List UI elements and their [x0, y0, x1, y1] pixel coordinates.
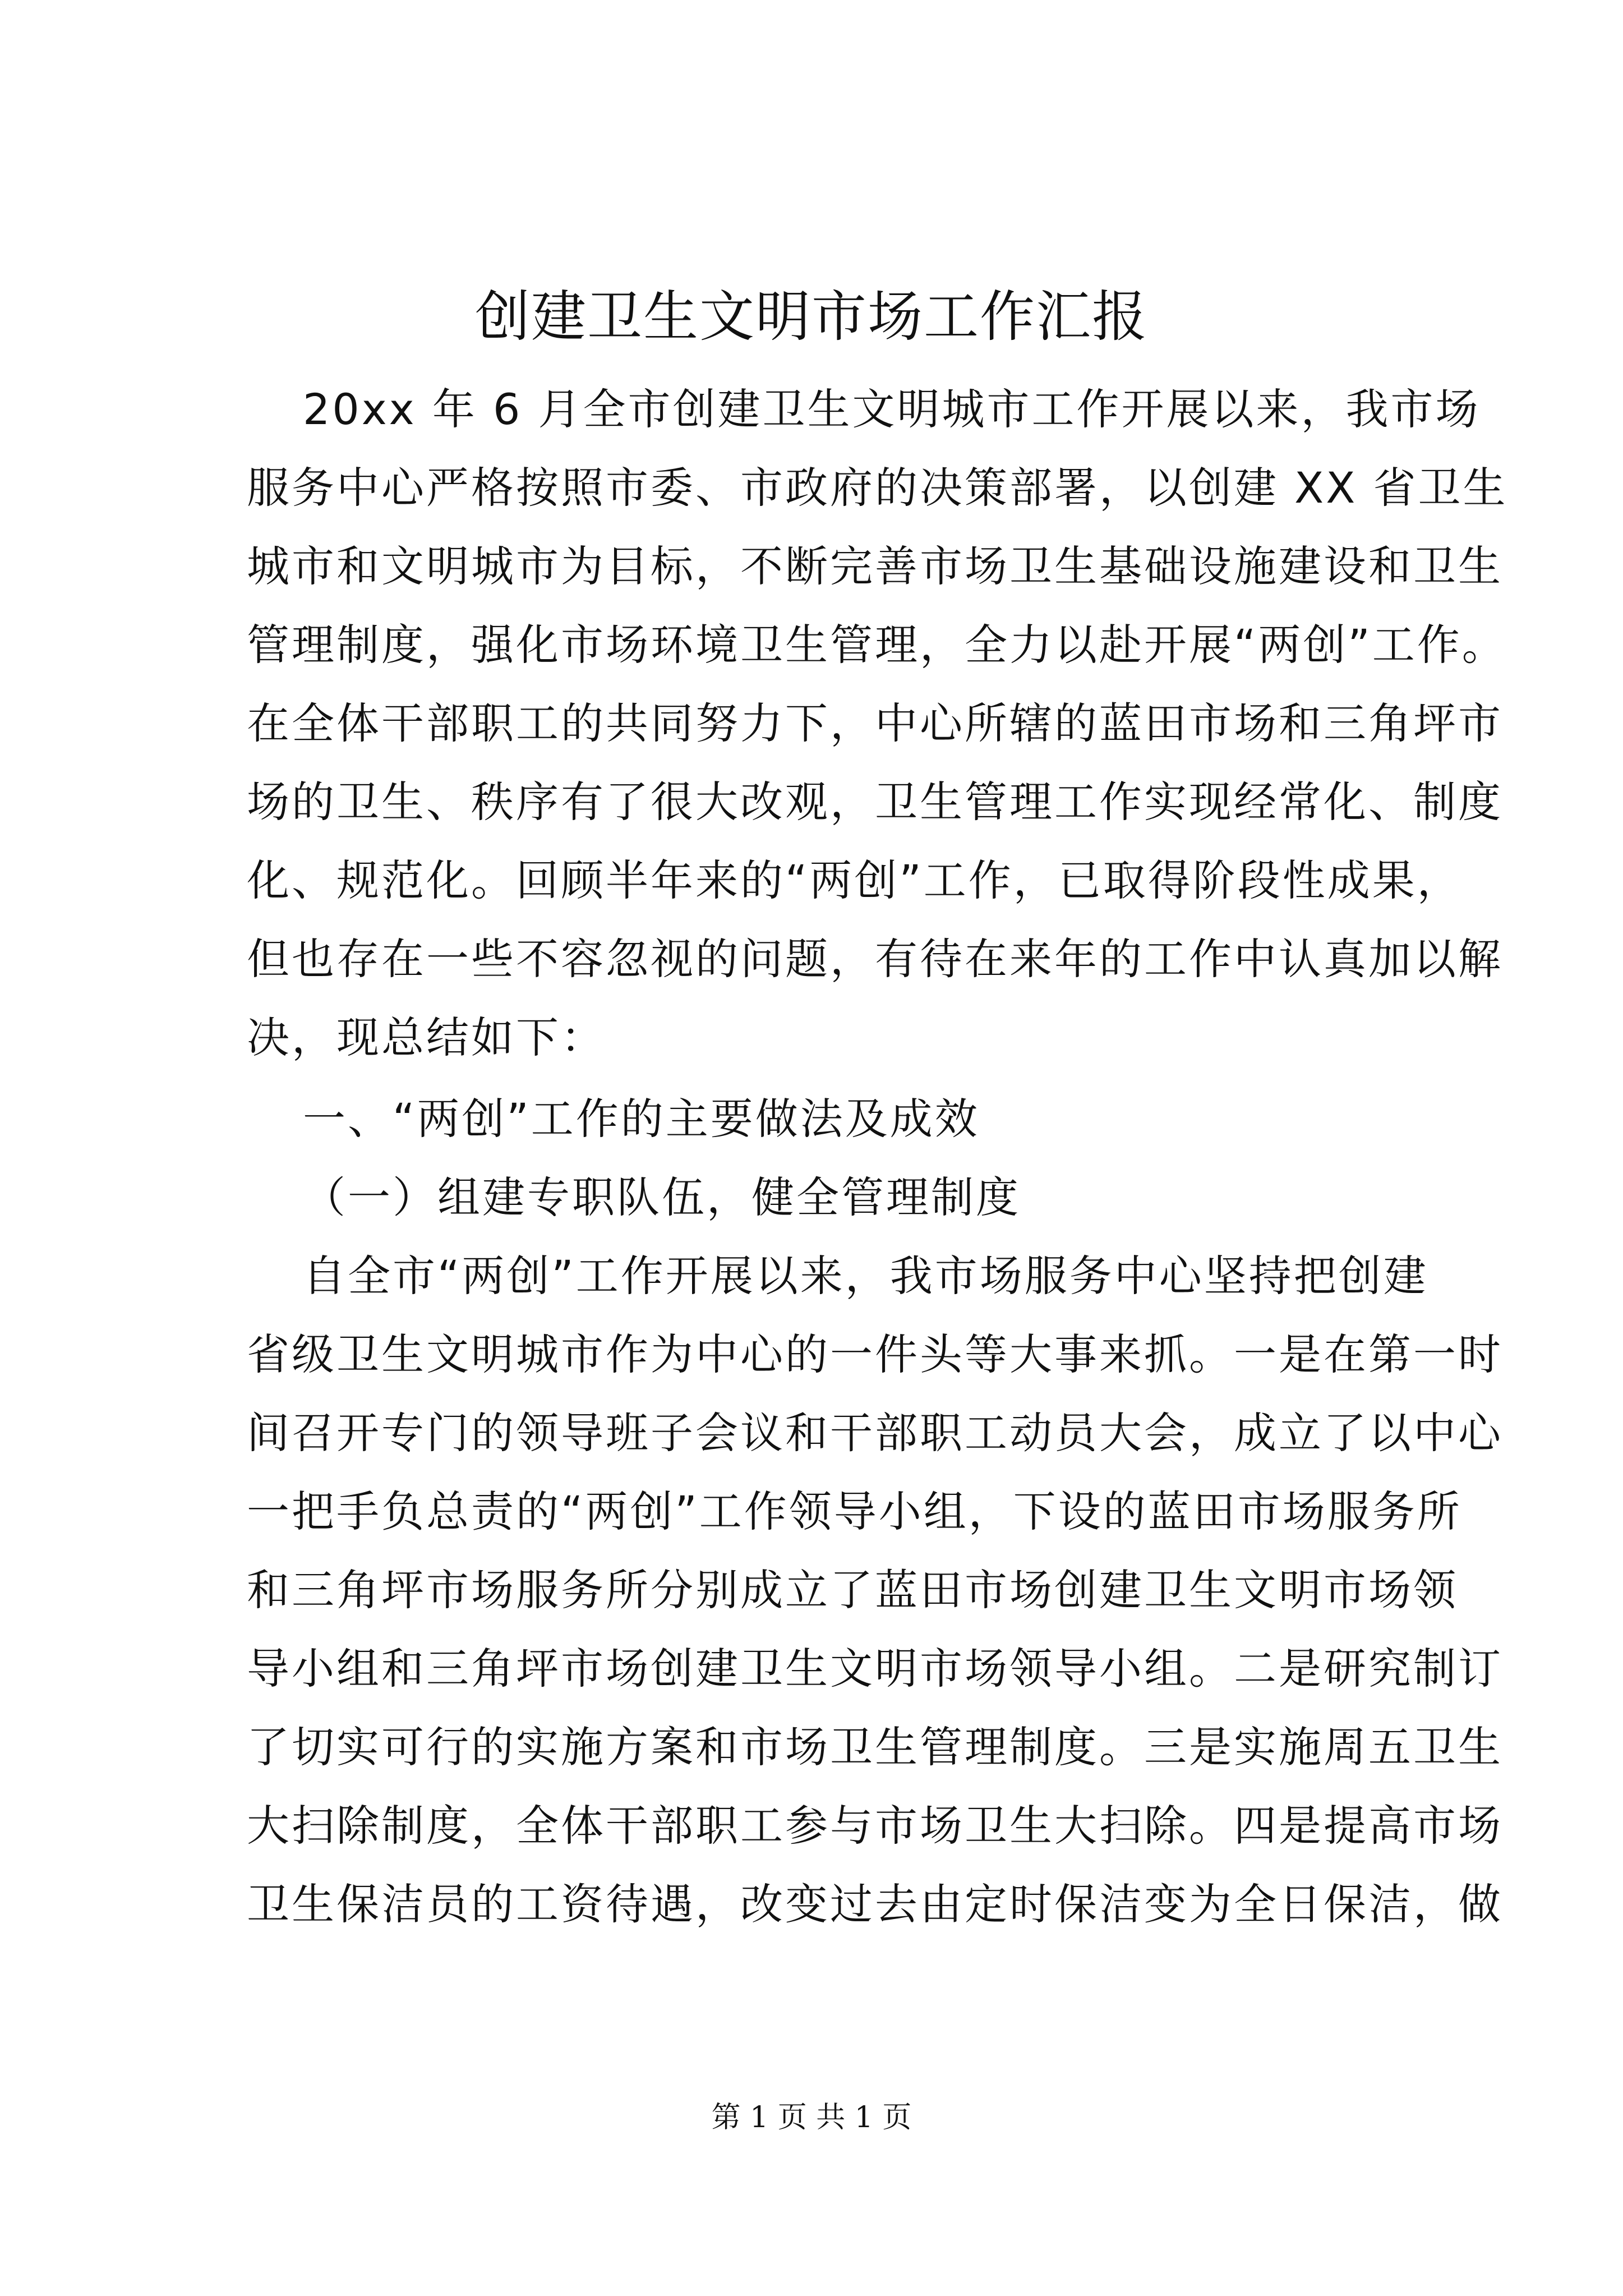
body-line-5: 在全体干部职工的共同努力下，中心所辖的蓝田市场和三角坪市 — [247, 698, 1503, 748]
body-line-16: 和三角坪市场服务所分别成立了蓝田市场创建卫生文明市场领 — [247, 1565, 1458, 1615]
body-line-2: 服务中心严格按照市委、市政府的决策部署，以创建 XX 省卫生 — [247, 463, 1508, 513]
body-line-19: 大扫除制度，全体干部职工参与市场卫生大扫除。四是提高市场 — [247, 1801, 1503, 1851]
body-line-8: 但也存在一些不容忽视的问题，有待在来年的工作中认真加以解 — [247, 934, 1503, 984]
body-line-20: 卫生保洁员的工资待遇，改变过去由定时保洁变为全日保洁，做 — [247, 1879, 1503, 1929]
body-line-3: 城市和文明城市为目标，不断完善市场卫生基础设施建设和卫生 — [247, 541, 1503, 591]
body-line-9: 决，现总结如下： — [247, 1013, 606, 1062]
body-line-15: 一把手负总责的“两创”工作领导小组，下设的蓝田市场服务所 — [247, 1487, 1462, 1536]
body-line-18: 了切实可行的实施方案和市场卫生管理制度。三是实施周五卫生 — [247, 1722, 1503, 1772]
body-line-1: 20xx 年 6 月全市创建卫生文明城市工作开展以来，我市场 — [303, 384, 1481, 434]
subsection-heading: （一）组建专职队伍，健全管理制度 — [303, 1172, 1021, 1222]
body-line-4: 管理制度，强化市场环境卫生管理，全力以赴开展“两创”工作。 — [247, 620, 1507, 670]
body-line-7: 化、规范化。回顾半年来的“两创”工作，已取得阶段性成果， — [247, 855, 1462, 905]
body-line-12: 自全市“两创”工作开展以来，我市场服务中心坚持把创建 — [303, 1251, 1428, 1301]
document-title: 创建卫生文明市场工作汇报 — [474, 285, 1148, 349]
body-line-17: 导小组和三角坪市场创建卫生文明市场领导小组。二是研究制订 — [247, 1644, 1503, 1694]
page-footer: 第 1 页 共 1 页 — [711, 2101, 912, 2134]
section-heading: 一、“两创”工作的主要做法及成效 — [303, 1094, 980, 1144]
body-line-14: 间召开专门的领导班子会议和干部职工动员大会，成立了以中心 — [247, 1408, 1503, 1458]
body-line-13: 省级卫生文明城市作为中心的一件头等大事来抓。一是在第一时 — [247, 1329, 1503, 1379]
body-line-6: 场的卫生、秩序有了很大改观，卫生管理工作实现经常化、制度 — [247, 777, 1503, 827]
